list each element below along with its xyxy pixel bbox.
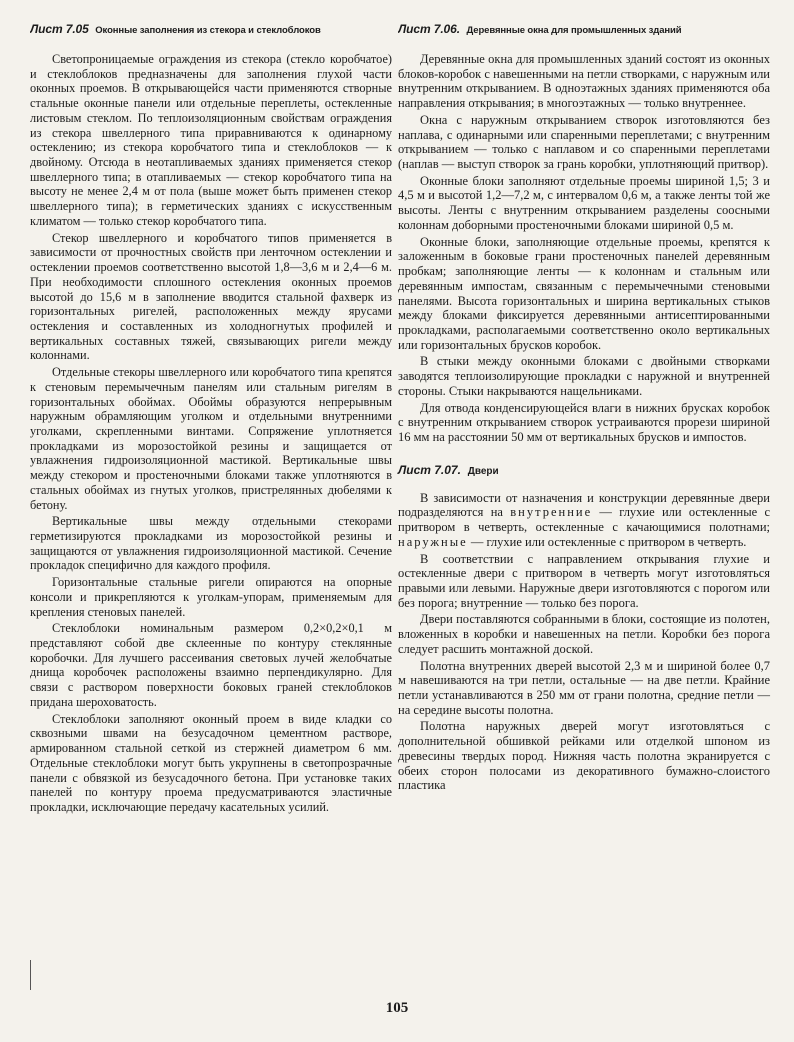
paragraph: Стеклоблоки номинальным размером 0,2×0,2×0,1 м представляют собой две склеенные по контуру стеклянные коробочки. Для лучшего рассеивания световых лучей желобчатые днища коробочек расположены взаимно перпендикулярно. Для связи с раствором поверхности боковых граней стеклоблоков придана шероховатость. bbox=[30, 621, 392, 709]
sheet-heading-7-06 bbox=[398, 22, 770, 36]
paragraph: Отдельные стекоры швеллерного или коробчатого типа крепятся к стеновым перемычечным панелям или стальным ригелям в горизонтальных обоймах. Обоймы образуются непрерывным наружным обрамляющим уголком и отдельными внутренними уголками, скрепленными винтами. Сопряжение уплотняется прокладками из морозостойкой резины и защищается от увлажнения гидроизоляционной мастикой. Вертикальные швы между стекором и простеночными блоками также уплотняются в стальных обоймах из гнутых уголков, пристрелянных дюбелями к бетону. bbox=[30, 365, 392, 512]
doors-intro-text: В зависимости от назначения и конструкции деревянные двери подразделяются на bbox=[398, 490, 770, 520]
paragraph: Светопроницаемые ограждения из стекора (стекло коробчатое) и стеклоблоков предназначены для заполнения глухой части оконных проемов. В открывающейся части применяются створные стальные оконные панели или отдельные переплеты, остекленные листовым стеклом. По теплоизоляционным свойствам ограждения из стекора швеллерного типа приравниваются к одинарному остеклению; из стекора коробчатого типа и стеклоблоков — к двойному. Отсюда в неотапливаемых зданиях применяется стекор швеллерного типа; в отапливаемых — стекор коробчатого типа на высоту не менее 2,4 м от пола (выше может быть применен стекор швеллерного типа); в герметических зданиях с искусственным климатом — только стекор коробчатого типа. bbox=[30, 52, 392, 228]
paragraph: Деревянные окна для промышленных зданий состоят из оконных блоков-коробок с навешенными на петли створками, с наружным или внутренним открыванием. В одноэтажных зданиях применяются оба направления открывания; в многоэтажных — только внутреннее. bbox=[398, 52, 770, 111]
sheet-heading-7-07 bbox=[398, 463, 770, 477]
paragraph: Вертикальные швы между отдельными стекорами герметизируются прокладками из морозостойкой резины и защищаются от увлажнения гидроизоляционной мастикой. Сечение прокладок специфично для каждого профиля. bbox=[30, 514, 392, 573]
sheet-number: Лист 7.07. bbox=[398, 462, 461, 477]
sheet-number: Лист 7.05 bbox=[30, 22, 89, 36]
paragraph: Оконные блоки заполняют отдельные проемы шириной 1,5; 3 и 4,5 м и высотой 1,2—7,2 м, с интервалом 0,6 м, а также ленты той же высоты. Ленты с внутренним открыванием разделены соосными колоннам доборными простеночными блоками шириной 0,5 м. bbox=[398, 173, 770, 232]
paragraph: Окна с наружным открыванием створок изготовляются без наплава, с одинарными или спаренными переплетами; с внутренним открыванием — только с наплавом и со спаренными переплетами (наплав — выступ створок за грань коробки, уплотняющий притвор). bbox=[398, 112, 770, 172]
sheet-heading-7-05 bbox=[30, 22, 392, 36]
left-column bbox=[30, 22, 392, 817]
paragraph: Для отвода конденсирующейся влаги в нижних брусках коробок с внутренним открыванием створок устраиваются прорези шириной 16 мм на расстоянии 50 мм от вертикальных брусков и импостов. bbox=[398, 400, 770, 444]
right-column bbox=[398, 22, 770, 795]
paragraph: Горизонтальные стальные ригели опираются на опорные консоли и прикрепляются к уголкам-упорам, применяемым для крепления стеновых панелей. bbox=[30, 575, 392, 619]
paragraph: В соответствии с направлением открывания глухие и остекленные двери с притвором в четверть могут изготовляться правыми или левыми. Наружные двери изготовляются с порогом или без порога; внутренние — только без порога. bbox=[398, 551, 770, 610]
doors-term-outer: наружные bbox=[398, 534, 468, 549]
paragraph: Стеклоблоки заполняют оконный проем в виде кладки со сквозными швами на безусадочном цементном растворе, армированном стальной сеткой из стержней диаметром 6 мм. Отдельные стеклоблоки могут быть укрупнены в светопрозрачные панели с обвязкой из безусадочного бетона. При установке таких панелей по контуру проема предусматриваются эластичные прокладки, исключающие передачу касательных усилий. bbox=[30, 711, 392, 814]
sheet-title: Двери bbox=[467, 465, 499, 477]
paragraph: Полотна внутренних дверей высотой 2,3 м и шириной более 0,7 м навешиваются на три петли, остальные — на две петли. Крайние петли устанавливаются в 250 мм от грани полотна, средние петли — на середине высоты полотна. bbox=[398, 658, 770, 717]
margin-rule bbox=[30, 960, 31, 990]
sheet-number: Лист 7.06. bbox=[398, 22, 460, 36]
doors-intro-text: — глухие или остекленные с притвором в четверть. bbox=[467, 534, 747, 549]
paragraph: Оконные блоки, заполняющие отдельные проемы, крепятся к заложенным в боковые грани простеночных панелей деревянным пробкам; заполняющие ленты — к колоннам и стальным или деревянным импостам, связанным с перемычечными стеновыми панелями. Высота горизонтальных и ширина вертикальных стыков между блоками фиксируется деревянными антисептированными прокладками, располагаемыми соответственно около вертикальных или горизонтальных брусков коробок. bbox=[398, 234, 770, 352]
paragraph: Полотна наружных дверей могут изготовляться с дополнительной обшивкой рейками или отделкой шпоном из древесины твердых пород. Нижняя часть полотна экранируется с обеих сторон полосами из декоративного бумажно-слоистого пластика bbox=[398, 719, 770, 793]
page-number: 105 bbox=[385, 1000, 409, 1016]
doors-intro-paragraph bbox=[398, 491, 770, 550]
doors-intro-text: — глухие или остекленные с притвором в четверть, остекленные с качающимися полотнами; bbox=[398, 505, 771, 535]
paragraph: Стекор швеллерного и коробчатого типов применяется в зависимости от прочностных свойств при ленточном остеклении и остеклении проемов соответственно высотой 1,8—3,6 м и 2,4—6 м. При необходимости сплошного остекления оконных проемов высотой до 15,6 м в заполнение вводится стальной фахверк из горизонтальных ригелей, расположенных между ярусами остекления и составленных из холодногнутых профилей и вертикальных составных тяжей, связывающих ригели между колоннами. bbox=[30, 230, 392, 363]
sheet-title: Деревянные окна для промышленных зданий bbox=[466, 25, 682, 36]
paragraph: Двери поставляются собранными в блоки, состоящие из полотен, вложенных в коробки и навешенных на петли. Коробки без порога следует расшить монтажной доской. bbox=[398, 612, 770, 656]
sheet-title: Оконные заполнения из стекора и стеклоблоков bbox=[95, 25, 321, 36]
paragraph: В стыки между оконными блоками с двойными створками заводятся теплоизолирующие прокладки с наружной и внутренней стороны. Стыки накрываются нащельниками. bbox=[398, 354, 770, 398]
doors-term-inner: внутренние bbox=[510, 505, 593, 520]
